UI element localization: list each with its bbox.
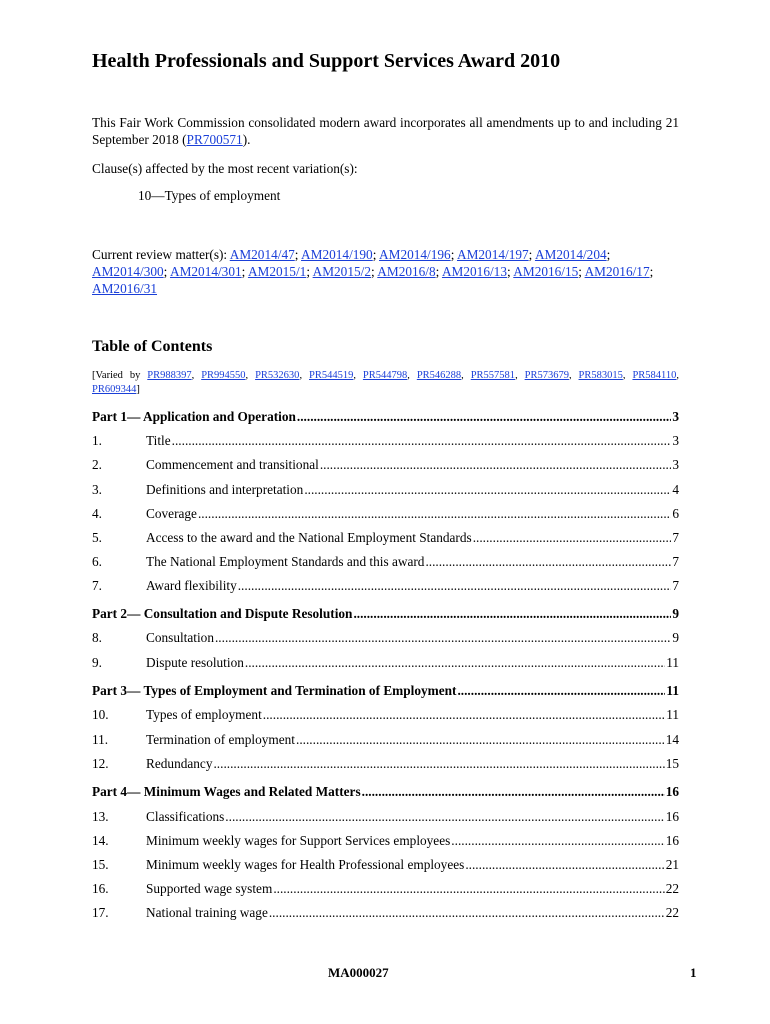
review-matters	[92, 246, 682, 297]
toc-item-row[interactable]	[92, 578, 679, 596]
varied-link[interactable]: PR532630	[255, 370, 300, 381]
clauses-label: Clause(s) affected by the most recent variation(s):	[92, 161, 358, 176]
varied-link[interactable]: PR544519	[309, 370, 354, 381]
toc-item-row[interactable]	[92, 881, 679, 899]
toc-item-number: 2.	[92, 457, 102, 472]
review-link[interactable]: AM2016/8	[377, 264, 436, 279]
toc-page-number: 16	[665, 833, 679, 848]
varied-link[interactable]: PR609344	[92, 384, 137, 395]
review-link[interactable]: AM2014/204	[534, 247, 607, 262]
toc-item-row[interactable]	[92, 655, 679, 673]
toc-entry-title: Commencement and transitional	[146, 457, 319, 472]
toc-item-row[interactable]	[92, 833, 679, 851]
toc-entry-title: Redundancy	[146, 756, 213, 771]
intro-suffix: ).	[242, 132, 251, 147]
toc-entry-title: Part 3— Types of Employment and Termination of Employment	[92, 683, 457, 698]
toc-dot-leader	[198, 506, 671, 522]
toc-item-number: 4.	[92, 506, 102, 521]
toc-item-number: 16.	[92, 881, 109, 896]
toc-dot-leader	[465, 857, 664, 873]
intro-link[interactable]: PR700571	[186, 132, 243, 147]
toc-item-row[interactable]	[92, 530, 679, 548]
review-link[interactable]: AM2014/196	[379, 247, 451, 262]
varied-link[interactable]: PR583015	[578, 370, 623, 381]
toc-item-row[interactable]	[92, 433, 679, 451]
toc-item-row[interactable]	[92, 506, 679, 524]
toc-entry-title: Classifications	[146, 809, 225, 824]
toc-page-number: 11	[666, 707, 679, 722]
footer-code: MA000027	[328, 965, 389, 980]
toc-entry-title: Coverage	[146, 506, 197, 521]
review-link[interactable]: AM2015/2	[312, 264, 371, 279]
review-link[interactable]: AM2015/1	[247, 264, 307, 279]
toc-item-row[interactable]	[92, 732, 679, 750]
toc-dot-leader	[245, 655, 665, 671]
toc-dot-leader	[273, 881, 664, 897]
toc-heading: Table of Contents	[92, 338, 213, 355]
toc-page-number: 3	[672, 457, 679, 472]
review-link[interactable]: AM2016/15	[513, 264, 579, 279]
toc-dot-leader	[362, 784, 665, 800]
toc-entry-title: Consultation	[146, 630, 214, 645]
toc-dot-leader	[320, 457, 672, 473]
toc-part-row[interactable]	[92, 606, 679, 624]
toc-dot-leader	[225, 809, 664, 825]
varied-link[interactable]: PR584110	[632, 370, 677, 381]
toc-entry-title: Termination of employment	[146, 732, 295, 747]
toc-entry-title: Award flexibility	[146, 578, 237, 593]
toc-part-row[interactable]	[92, 409, 679, 427]
review-label: Current review matter(s):	[92, 247, 230, 262]
toc-item-row[interactable]	[92, 482, 679, 500]
toc-entry-title: Part 4— Minimum Wages and Related Matters	[92, 784, 361, 799]
clause-item: 10—Types of employment	[138, 188, 281, 203]
toc-page-number: 11	[666, 655, 679, 670]
toc-entry-title: Title	[146, 433, 171, 448]
toc-item-number: 5.	[92, 530, 102, 545]
toc-entry-title: Part 1— Application and Operation	[92, 409, 296, 424]
toc-entry-title: National training wage	[146, 905, 268, 920]
varied-link[interactable]: PR988397	[147, 370, 192, 381]
toc-page-number: 6	[672, 506, 679, 521]
toc-page-number: 7	[672, 530, 679, 545]
toc-part-row[interactable]	[92, 683, 679, 701]
toc-entry-title: Types of employment	[146, 707, 262, 722]
toc-page-number: 7	[672, 554, 679, 569]
toc-item-number: 10.	[92, 707, 109, 722]
toc-page-number: 4	[672, 482, 679, 497]
varied-link[interactable]: PR557581	[470, 370, 516, 381]
toc-item-number: 13.	[92, 809, 109, 824]
review-link[interactable]: AM2016/17	[584, 264, 650, 279]
toc-dot-leader	[238, 578, 672, 594]
toc-item-number: 6.	[92, 554, 102, 569]
toc-item-row[interactable]	[92, 756, 679, 774]
toc-item-row[interactable]	[92, 707, 679, 725]
toc-page-number: 16	[665, 784, 679, 799]
toc-item-number: 11.	[92, 732, 109, 747]
intro-text: This Fair Work Commission consolidated modern award incorporates all amendments up to and including 21 September 2018 (	[92, 115, 679, 147]
toc-item-number: 9.	[92, 655, 102, 670]
varied-prefix: [Varied by	[92, 370, 148, 381]
review-link[interactable]: AM2016/31	[92, 281, 158, 296]
toc-item-row[interactable]	[92, 809, 679, 827]
toc-page-number: 3	[672, 433, 679, 448]
toc-entry-title: Dispute resolution	[146, 655, 244, 670]
varied-link[interactable]: PR573679	[524, 370, 569, 381]
toc-dot-leader	[172, 433, 672, 449]
varied-suffix: ]	[136, 384, 140, 395]
toc-dot-leader	[213, 756, 664, 772]
toc-item-number: 1.	[92, 433, 102, 448]
toc-item-row[interactable]	[92, 630, 679, 648]
page-footer	[0, 965, 770, 985]
toc-entry-title: Minimum weekly wages for Health Professional employees	[146, 857, 465, 872]
toc-page-number: 21	[665, 857, 679, 872]
footer-page-number: 1	[690, 965, 697, 980]
toc-entry-title: Definitions and interpretation	[146, 482, 304, 497]
document-title: Health Professionals and Support Services Award 2010	[92, 50, 561, 72]
toc-dot-leader	[297, 409, 671, 425]
toc-item-row[interactable]	[92, 457, 679, 475]
toc-page-number: 9	[672, 606, 679, 621]
toc-item-number: 7.	[92, 578, 102, 593]
toc-entry-title: Supported wage system	[146, 881, 273, 896]
toc-item-row[interactable]	[92, 905, 679, 923]
toc-item-number: 14.	[92, 833, 109, 848]
toc-item-number: 3.	[92, 482, 102, 497]
toc-item-row[interactable]	[92, 857, 679, 875]
toc-entry-title: Part 2— Consultation and Dispute Resolution	[92, 606, 353, 621]
toc-dot-leader	[296, 732, 665, 748]
review-link[interactable]: AM2014/190	[301, 247, 373, 262]
toc-dot-leader	[451, 833, 664, 849]
varied-links: PR988397, PR994550, PR532630, PR544519, PR544798, PR546288, PR557581, PR573679, PR583015, PR584110, PR609344	[92, 370, 680, 395]
toc-dot-leader	[425, 554, 671, 570]
toc-dot-leader	[353, 606, 671, 622]
toc-dot-leader	[304, 482, 671, 498]
toc-item-row[interactable]	[92, 554, 679, 572]
toc-page-number: 11	[666, 683, 679, 698]
toc-dot-leader	[269, 905, 665, 921]
varied-by	[92, 369, 679, 397]
review-links: AM2014/47; AM2014/190; AM2014/196; AM2014/197; AM2014/204; AM2014/300; AM2014/301; AM2015/1; AM2015/2; AM2016/8; AM2016/13; AM2016/15; AM2016/17; AM2016/31	[92, 247, 654, 296]
toc-item-number: 17.	[92, 905, 109, 920]
toc-dot-leader	[473, 530, 672, 546]
intro-paragraph	[92, 114, 679, 148]
toc-dot-leader	[215, 630, 671, 646]
toc-dot-leader	[263, 707, 665, 723]
toc-entry-title: Access to the award and the National Employment Standards	[146, 530, 472, 545]
toc-dot-leader	[457, 683, 665, 699]
review-link[interactable]: AM2016/13	[441, 264, 507, 279]
varied-link[interactable]: PR546288	[416, 370, 462, 381]
toc-page-number: 7	[672, 578, 679, 593]
toc-entry-title: The National Employment Standards and this award	[146, 554, 425, 569]
toc-page-number: 22	[665, 905, 679, 920]
review-link[interactable]: AM2014/47	[229, 247, 295, 262]
toc-page-number: 15	[665, 756, 679, 771]
toc-item-number: 15.	[92, 857, 109, 872]
toc-part-row[interactable]	[92, 784, 679, 802]
toc-page-number: 14	[665, 732, 679, 747]
toc-page-number: 9	[672, 630, 679, 645]
toc-page-number: 3	[672, 409, 679, 424]
review-link[interactable]: AM2014/300	[92, 264, 164, 279]
toc-page-number: 22	[665, 881, 679, 896]
toc-entry-title: Minimum weekly wages for Support Services employees	[146, 833, 451, 848]
review-link[interactable]: AM2014/197	[456, 247, 529, 262]
toc-item-number: 12.	[92, 756, 109, 771]
varied-link[interactable]: PR994550	[201, 370, 246, 381]
review-link[interactable]: AM2014/301	[169, 264, 242, 279]
toc-item-number: 8.	[92, 630, 102, 645]
toc-page-number: 16	[665, 809, 679, 824]
varied-link[interactable]: PR544798	[362, 370, 408, 381]
